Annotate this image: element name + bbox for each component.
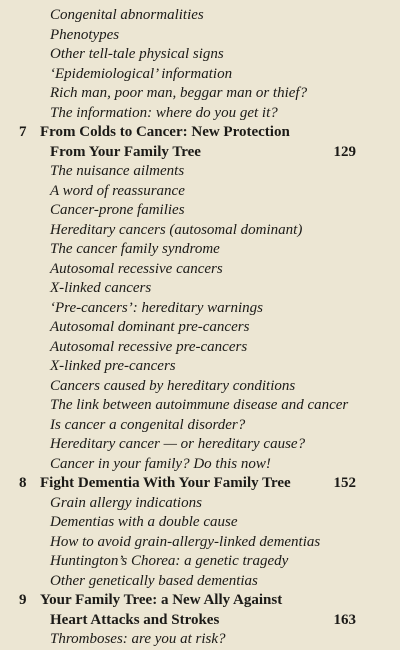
toc-subentry: Thromboses: are you at risk? bbox=[50, 631, 226, 647]
toc-subentry: Grain allergy indications bbox=[50, 494, 202, 511]
chapter-7-heading-cont bbox=[0, 143, 400, 163]
chapter-title-line1: Fight Dementia With Your Family Tree bbox=[40, 475, 291, 491]
toc-subentry: Autosomal recessive pre-cancers bbox=[50, 338, 248, 355]
chapter-title-line1: From Colds to Cancer: New Protection bbox=[40, 124, 290, 140]
chapter-title-line2: Heart Attacks and Strokes bbox=[50, 611, 220, 628]
chapter-number: 8 bbox=[19, 475, 27, 491]
chapter-title-line2: From Your Family Tree bbox=[50, 143, 201, 160]
table-of-contents bbox=[0, 6, 400, 650]
chapter-page-number: 129 bbox=[333, 143, 356, 160]
toc-subentry: X-linked cancers bbox=[50, 280, 152, 296]
toc-subentry: ‘Epidemiological’ information bbox=[50, 65, 233, 82]
toc-subentry: Cancer-prone families bbox=[50, 202, 185, 218]
toc-subentry: Is cancer a congenital disorder? bbox=[50, 416, 246, 433]
toc-subentry: Hereditary cancers (autosomal dominant) bbox=[50, 221, 303, 238]
toc-subentry: Phenotypes bbox=[50, 26, 120, 43]
toc-subentry: The information: where do you get it? bbox=[50, 104, 278, 121]
toc-subentry: Congenital abnormalities bbox=[50, 7, 204, 23]
toc-subentry: Cancer in your family? Do this now! bbox=[50, 455, 271, 472]
toc-subentry: Autosomal recessive cancers bbox=[50, 260, 223, 277]
chapter-number: 9 bbox=[19, 592, 27, 608]
chapter-page-number: 152 bbox=[333, 475, 356, 491]
chapter-9-heading-cont bbox=[0, 611, 400, 631]
toc-subentry: Autosomal dominant pre-cancers bbox=[50, 319, 250, 335]
toc-subentry: Huntington’s Chorea: a genetic tragedy bbox=[50, 553, 289, 569]
chapter-page-number: 163 bbox=[333, 611, 356, 628]
chapter-number: 7 bbox=[19, 124, 27, 140]
toc-subentry: The link between autoimmune disease and cancer bbox=[50, 397, 349, 413]
toc-subentry: Dementias with a double cause bbox=[50, 514, 238, 530]
toc-subentry: X-linked pre-cancers bbox=[50, 358, 176, 374]
toc-subentry: A word of reassurance bbox=[50, 182, 185, 199]
toc-subentry: The cancer family syndrome bbox=[50, 241, 220, 257]
toc-subentry: How to avoid grain-allergy-linked dementias bbox=[50, 533, 321, 550]
toc-subentry: Rich man, poor man, beggar man or thief? bbox=[50, 85, 308, 101]
toc-subentry: Hereditary cancer — or hereditary cause? bbox=[50, 436, 306, 452]
chapter-title-line1: Your Family Tree: a New Ally Against bbox=[40, 592, 283, 608]
toc-subentry: Other genetically based dementias bbox=[50, 572, 258, 589]
toc-subentry: ‘Pre-cancers’: hereditary warnings bbox=[50, 299, 264, 316]
toc-subentry: Cancers caused by hereditary conditions bbox=[50, 377, 296, 394]
toc-subentry: Other tell-tale physical signs bbox=[50, 46, 224, 62]
chapter-8-heading bbox=[0, 474, 400, 494]
chapter-9-heading bbox=[0, 591, 400, 611]
toc-subentry: The nuisance ailments bbox=[50, 163, 185, 179]
chapter-7-heading bbox=[0, 123, 400, 143]
